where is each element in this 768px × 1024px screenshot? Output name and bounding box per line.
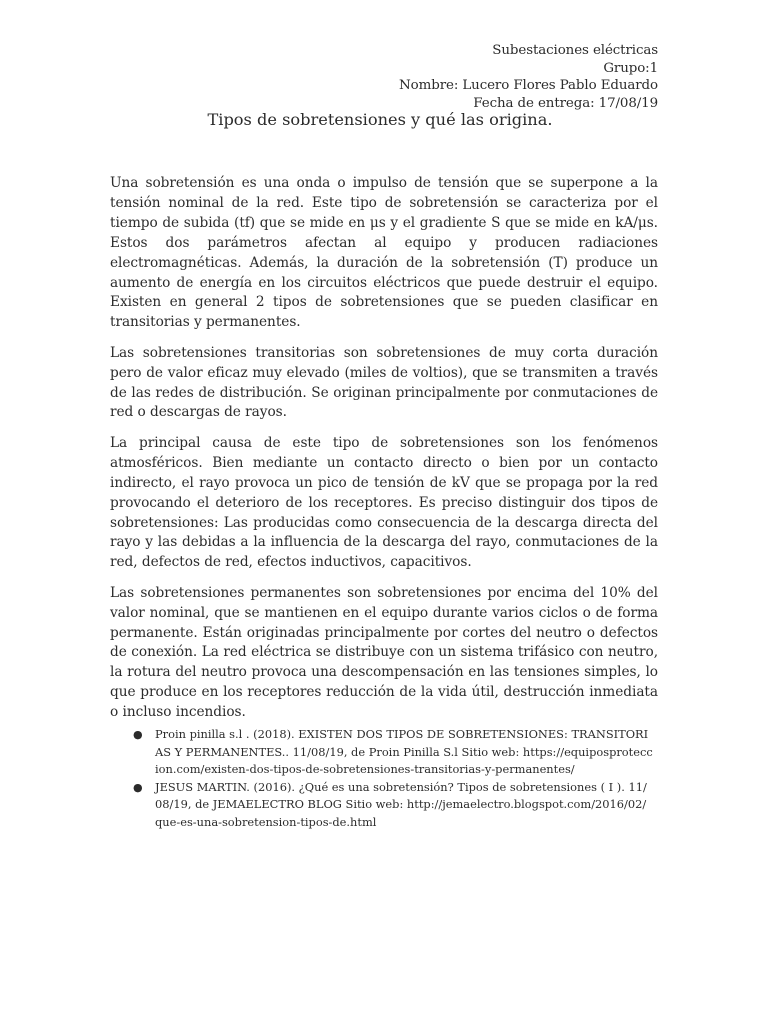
reference-text: JESUS MARTIN. (2016). ¿Qué es una sobretensión? Tipos de sobretensiones ( I ). 11/08/19, de JEMAELECTRO BLOG Sitio web: http://jemaelectro.blogspot.com/2016/02/que-es-una-sobretension-tipos-de.html — [155, 779, 647, 829]
delivery-date: Fecha de entrega: 17/08/19 — [473, 95, 658, 111]
document-body — [110, 174, 658, 734]
paragraph-causes: La principal causa de este tipo de sobretensiones son los fenómenos atmosféricos. Bien mediante un contacto directo o bien por un contacto indirecto, el rayo provoca un pico de tensión de kV que se propaga por la red provocando el deterioro de los receptores. Es preciso distinguir dos tipos de sobretensiones: Las producidas como consecuencia de la descarga directa del rayo y las debidas a la influencia de la descarga del rayo, conmutaciones de la red, defectos de red, efectos inductivos, capacitivos. — [110, 434, 658, 571]
document-header — [399, 42, 658, 112]
document-title: Tipos de sobretensiones y qué las origina. — [207, 110, 553, 129]
group-number: Grupo:1 — [603, 60, 658, 76]
reference-item — [133, 726, 653, 779]
bullet-icon: ● — [133, 728, 143, 741]
paragraph-permanent: Las sobretensiones permanentes son sobretensiones por encima del 10% del valor nominal, que se mantienen en el equipo durante varios ciclos o de forma permanente. Están originadas principalmente por cortes del neutro o defectos de conexión. La red eléctrica se distribuye con un sistema trifásico con neutro, la rotura del neutro provoca una descompensación en las tensiones simples, lo que produce en los receptores reducción de la vida útil, destrucción inmediata o incluso incendios. — [110, 584, 658, 721]
course-name: Subestaciones eléctricas — [492, 43, 658, 58]
student-name: Nombre: Lucero Flores Pablo Eduardo — [399, 78, 658, 93]
reference-item — [133, 779, 653, 832]
bullet-icon: ● — [133, 780, 143, 794]
paragraph-intro: Una sobretensión es una onda o impulso de tensión que se superpone a la tensión nominal de la red. Este tipo de sobretensión se caracteriza por el tiempo de subida (tf) que se mide en μs y el gradiente S que se mide en kA/μs. Estos dos parámetros afectan al equipo y producen radiaciones electromagnéticas. Además, la duración de la sobretensión (T) produce un aumento de energía en los circuitos eléctricos que puede destruir el equipo. Existen en general 2 tipos de sobretensiones que se pueden clasificar en transitorias y permanentes. — [110, 175, 658, 331]
references-list — [133, 726, 653, 831]
paragraph-transient: Las sobretensiones transitorias son sobretensiones de muy corta duración pero de valor eficaz muy elevado (miles de voltios), que se transmiten a través de las redes de distribución. Se originan principalmente por conmutaciones de red o descargas de rayos. — [110, 344, 658, 421]
reference-text: Proin pinilla s.l . (2018). EXISTEN DOS TIPOS DE SOBRETENSIONES: TRANSITORIAS Y PERMANENTES.. 11/08/19, de Proin Pinilla S.l Sitio web: https://equiposproteccion.com/existen-dos-tipos-de-sobretensiones-transitorias-y-permanentes/ — [155, 727, 653, 776]
